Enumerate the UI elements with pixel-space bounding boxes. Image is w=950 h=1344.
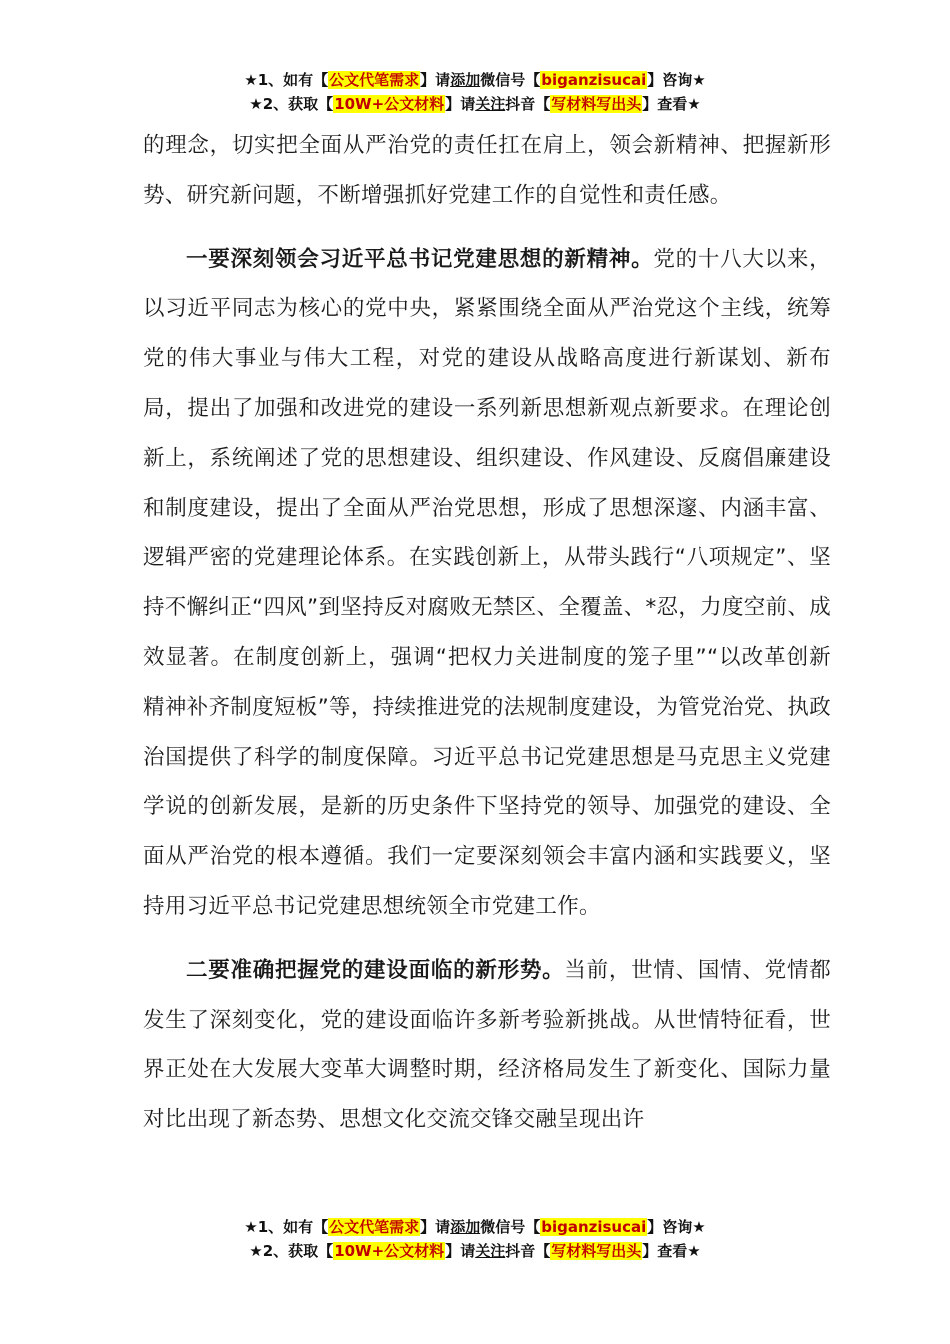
banner-highlight: 公文代笔需求: [329, 71, 420, 89]
paragraph-continuation: [143, 121, 831, 221]
paragraph-text: 的理念，切实把全面从严治党的责任扛在肩上，领会新精神、把握新形势、研究新问题，不断增强抓好党建工作的自觉性和责任感。: [143, 133, 831, 208]
banner-highlight: 10W+公文材料: [334, 95, 445, 113]
banner-underline: 添加: [450, 71, 481, 89]
document-body: [143, 121, 831, 1145]
paragraph-text: 当前，世情、国情、党情都发生了深刻变化，党的建设面临许多新考验新挑战。从世情特征看，世界正处在大发展大变革大调整时期，经济格局发生了新变化、国际力量对比出现了新态势、思想文化交流交锋交融呈现出许: [143, 957, 831, 1133]
banner-text: ★1、如有【: [244, 71, 329, 89]
banner-highlight: biganzisucai: [541, 71, 647, 89]
banner-text: 】查看★: [642, 1242, 701, 1260]
banner-highlight: 10W+公文材料: [334, 1242, 445, 1260]
paragraph-heading: 二要准确把握党的建设面临的新形势。: [186, 957, 565, 983]
banner-text: ★2、获取【: [249, 95, 334, 113]
banner-highlight: 公文代笔需求: [329, 1218, 420, 1236]
banner-text: 抖音【: [505, 1242, 551, 1260]
paragraph-heading: 一要深刻领会习近平总书记党建思想的新精神。: [186, 246, 654, 272]
banner-line-1: [0, 1215, 950, 1239]
banner-highlight: 写材料写出头: [551, 1242, 642, 1260]
banner-underline: 关注: [475, 95, 506, 113]
banner-text: 】请: [445, 95, 476, 113]
banner-text: 】请: [445, 1242, 476, 1260]
banner-line-2: [0, 1239, 950, 1263]
top-banner: [0, 68, 950, 116]
banner-line-2: [0, 92, 950, 116]
bottom-banner: [0, 1215, 950, 1263]
banner-text: 微信号【: [480, 1218, 541, 1236]
banner-underline: 关注: [475, 1242, 506, 1260]
paragraph-2: [143, 946, 831, 1145]
paragraph-text: 党的十八大以来，以习近平同志为核心的党中央，紧紧围绕全面从严治党这个主线，统筹党的伟大事业与伟大工程，对党的建设从战略高度进行新谋划、新布局，提出了加强和改进党的建设一系列新思想新观点新要求。在理论创新上，系统阐述了党的思想建设、组织建设、作风建设、反腐倡廉建设和制度建设，提出了全面从严治党思想，形成了思想深邃、内涵丰富、逻辑严密的党建理论体系。在实践创新上，从带头践行“八项规定”、坚持不懈纠正“四风”到坚持反对腐败无禁区、全覆盖、*忍，力度空前、成效显著。在制度创新上，强调“把权力关进制度的笼子里”“以改革创新精神补齐制度短板”等，持续推进党的法规制度建设，为管党治党、执政治国提供了科学的制度保障。习近平总书记党建思想是马克思主义党建学说的创新发展，是新的历史条件下坚持党的领导、加强党的建设、全面从严治党的根本遵循。我们一定要深刻领会丰富内涵和实践要义，坚持用习近平总书记党建思想统领全市党建工作。: [143, 246, 831, 919]
banner-line-1: [0, 68, 950, 92]
banner-text: ★2、获取【: [249, 1242, 334, 1260]
banner-text: 】查看★: [642, 95, 701, 113]
banner-text: 微信号【: [480, 71, 541, 89]
banner-text: 】咨询★: [647, 71, 706, 89]
banner-highlight: biganzisucai: [541, 1218, 647, 1236]
banner-text: 】咨询★: [647, 1218, 706, 1236]
paragraph-1: [143, 235, 831, 932]
banner-text: 】请: [420, 71, 451, 89]
banner-text: 】请: [420, 1218, 451, 1236]
banner-text: 抖音【: [505, 95, 551, 113]
banner-underline: 添加: [450, 1218, 481, 1236]
banner-highlight: 写材料写出头: [551, 95, 642, 113]
banner-text: ★1、如有【: [244, 1218, 329, 1236]
